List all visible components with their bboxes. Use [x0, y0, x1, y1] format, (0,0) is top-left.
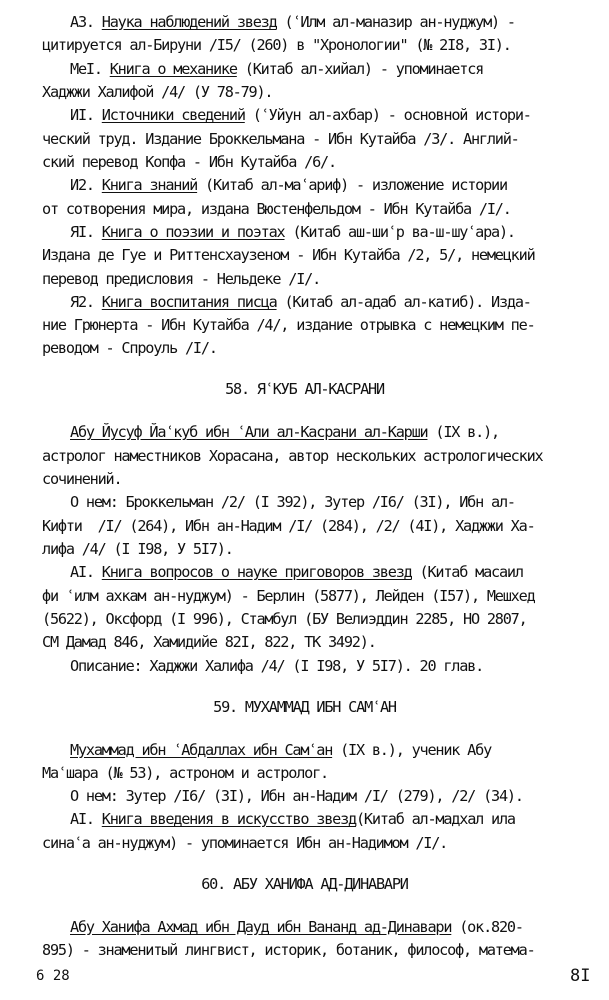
section-heading: 58. ЯʿКУБ АЛ-КАСРАНИ: [225, 380, 384, 399]
entry-line: Кифти /I/ (264), Ибн ан-Надим /I/ (284), /2/ (4I), Хаджжи Ха-: [42, 516, 535, 535]
entry-line: Я2. Книга воспитания писца (Китаб ал-адаб ал-катиб). Изда-: [70, 292, 531, 311]
entry-line: реводом - Спроуль /I/.: [42, 339, 217, 358]
entry-line: ческий труд. Издание Броккельмана - Ибн Кутайба /3/. Англий-: [42, 129, 519, 148]
entry-line: Хаджжи Халифой /4/ (У 78-79).: [42, 82, 273, 101]
entry-line: Издана де Гуе и Риттенсхаузеном - Ибн Кутайба /2, 5/, немецкий: [42, 246, 535, 265]
entry-line: 895) - знаменитый лингвист, историк, ботаник, философ, матема-: [42, 941, 535, 959]
page-number: 8I: [570, 966, 591, 986]
entry-line: А3. Наука наблюдений звезд (ʿИлм ал-маназир ан-нуджум) -: [70, 13, 515, 31]
printer-signature: 6 28: [36, 968, 70, 984]
entry-line: ние Грюнерта - Ибн Кутайба /4/, издание отрывка с немецким пе-: [42, 316, 535, 335]
entry-line: АI. Книга вопросов о науке приговоров звезд (Китаб масаил: [70, 563, 523, 582]
entry-line: О нем: Броккельман /2/ (I 392), Зутер /I6/ (3I), Ибн ал-: [70, 493, 515, 512]
author-line: Мухаммад ибн ʿАбдаллах ибн Самʿан (IX в.), ученик Абу: [70, 740, 492, 759]
entry-line: СМ Дамад 846, Хамидийе 82I, 822, ТК 3492).: [42, 633, 376, 652]
entry-line: Описание: Хаджжи Халифа /4/ (I I98, У 5I7). 20 глав.: [70, 656, 484, 675]
entry-line: сочинений.: [42, 470, 122, 488]
entry-line: О нем: Зутер /I6/ (3I), Ибн ан-Надим /I/ (279), /2/ (34).: [70, 787, 523, 806]
entry-line: (5622), Оксфорд (I 996), Стамбул (БУ Велиэддин 2285, НО 2807,: [42, 609, 527, 628]
entry-line: АI. Книга введения в искусство звезд(Китаб ал-мадхал ила: [70, 810, 515, 829]
entry-line: MeI. Книга о механике (Китаб ал-хийал) - упоминается: [70, 59, 484, 78]
entry-line: перевод предисловия - Нельдеке /I/.: [42, 269, 321, 288]
entry-line: от сотворения мира, издана Вюстенфельдом - Ибн Кутайба /I/.: [42, 199, 511, 218]
author-line: Абу Йусуф Йаʿкуб ибн ʿАли ал-Касрани ал-Карши (IX в.),: [70, 423, 499, 442]
entry-line: цитируется ал-Бируни /I5/ (260) в "Хронологии" (№ 2I8, 3I).: [42, 36, 511, 55]
entry-line: ИI. Источники сведений (ʿУйун ал-ахбар) - основной истори-: [70, 106, 531, 125]
entry-line: ский перевод Копфа - Ибн Кутайба /6/.: [42, 152, 336, 171]
section-heading: 60. АБУ ХАНИФА АД-ДИНАВАРИ: [201, 874, 408, 893]
entry-line: И2. Книга знаний (Китаб ал-маʿариф) - изложение истории: [70, 176, 507, 195]
entry-line: синаʿа ан-нуджум) - упоминается Ибн ан-Надимом /I/.: [42, 833, 448, 852]
entry-line: Маʿшара (№ 53), астроном и астролог.: [42, 763, 328, 782]
entry-line: лифа /4/ (I I98, У 5I7).: [42, 540, 233, 558]
entry-line: фи ʿилм ахкам ан-нуджум) - Берлин (5877), Лейден (I57), Мешхед: [42, 586, 535, 605]
section-heading: 59. МУХАММАД ИБН САМʿАН: [213, 697, 396, 716]
entry-line: ЯI. Книга о поэзии и поэтах (Китаб аш-шиʿр ва-ш-шуʿара).: [70, 222, 515, 241]
entry-line: астролог наместников Хорасана, автор нескольких астрологических: [42, 446, 543, 465]
author-line: Абу Ханифа Ахмад ибн Дауд ибн Вананд ад-Динавари (ок.820-: [70, 917, 523, 936]
